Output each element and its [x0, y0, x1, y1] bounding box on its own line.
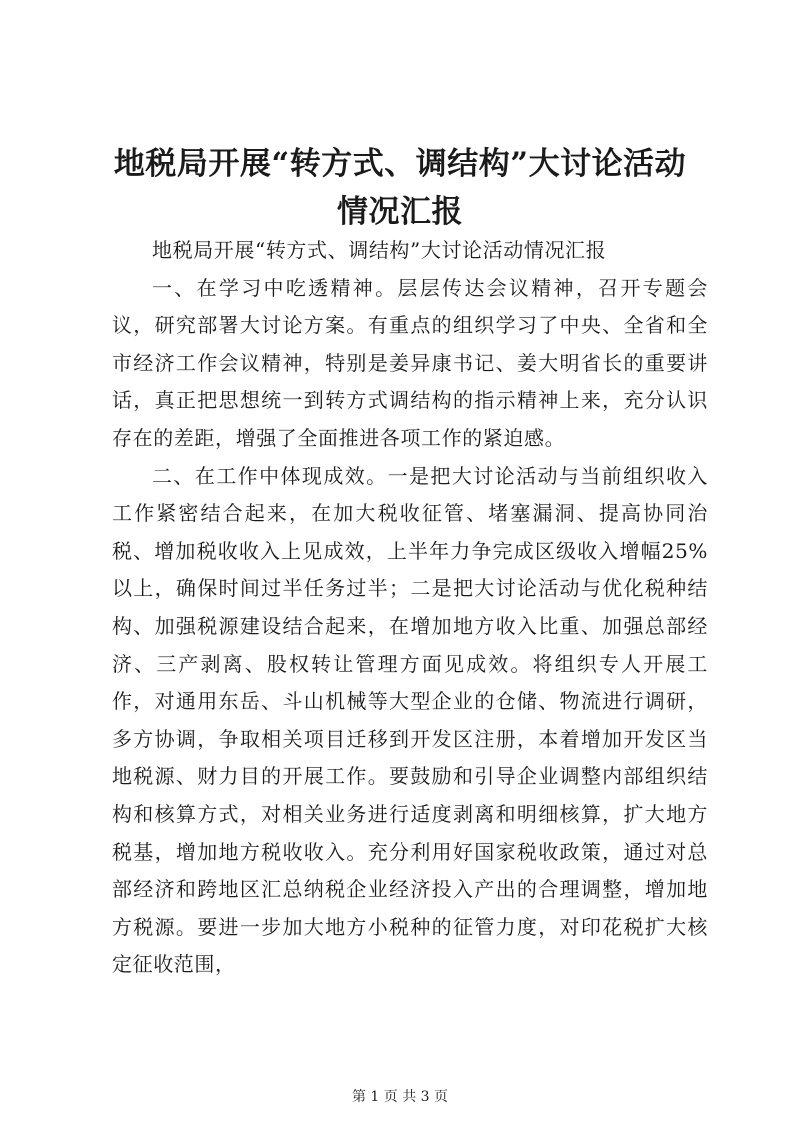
page-footer: 第 1 页 共 3 页 — [351, 1089, 449, 1105]
document-body — [112, 232, 708, 984]
document-title: 地税局开展“转方式、调结构”大讨论活动情况汇报 — [113, 146, 687, 230]
paragraph-work-results: 二、在工作中体现成效。一是把大讨论活动与当前组织收入工作紧密结合起来，在加大税收征管、堵塞漏洞、提高协同治税、增加税收收入上见成效，上半年力争完成区级收入增幅25%以上，确保时间过半任务过半；二是把大讨论活动与优化税种结构、加强税源建设结合起来，在增加地方收入比重、加强总部经济、三产剥离、股权转让管理方面见成效。将组织专人开展工作，对通用东岳、斗山机械等大型企业的仓储、物流进行调研，多方协调，争取相关项目迁移到开发区注册，本着增加开发区当地税源、财力目的开展工作。要鼓励和引导企业调整内部组织结构和核算方式，对相关业务进行适度剥离和明细核算，扩大地方税基，增加地方税收收入。充分利用好国家税收政策，通过对总部经济和跨地区汇总纳税企业经济投入产出的合理调整，增加地方税源。要进一步加大地方小税种的征管力度，对印花税扩大核定征收范围， — [112, 463, 708, 977]
paragraph-study: 一、在学习中吃透精神。层层传达会议精神，召开专题会议，研究部署大讨论方案。有重点的组织学习了中央、全省和全市经济工作会议精神，特别是姜异康书记、姜大明省长的重要讲话，真正把思想统一到转方式调结构的指示精神上来，充分认识存在的差距，增强了全面推进各项工作的紧迫感。 — [112, 275, 708, 450]
subtitle-paragraph: 地税局开展“转方式、调结构”大讨论活动情况汇报 — [152, 238, 607, 262]
